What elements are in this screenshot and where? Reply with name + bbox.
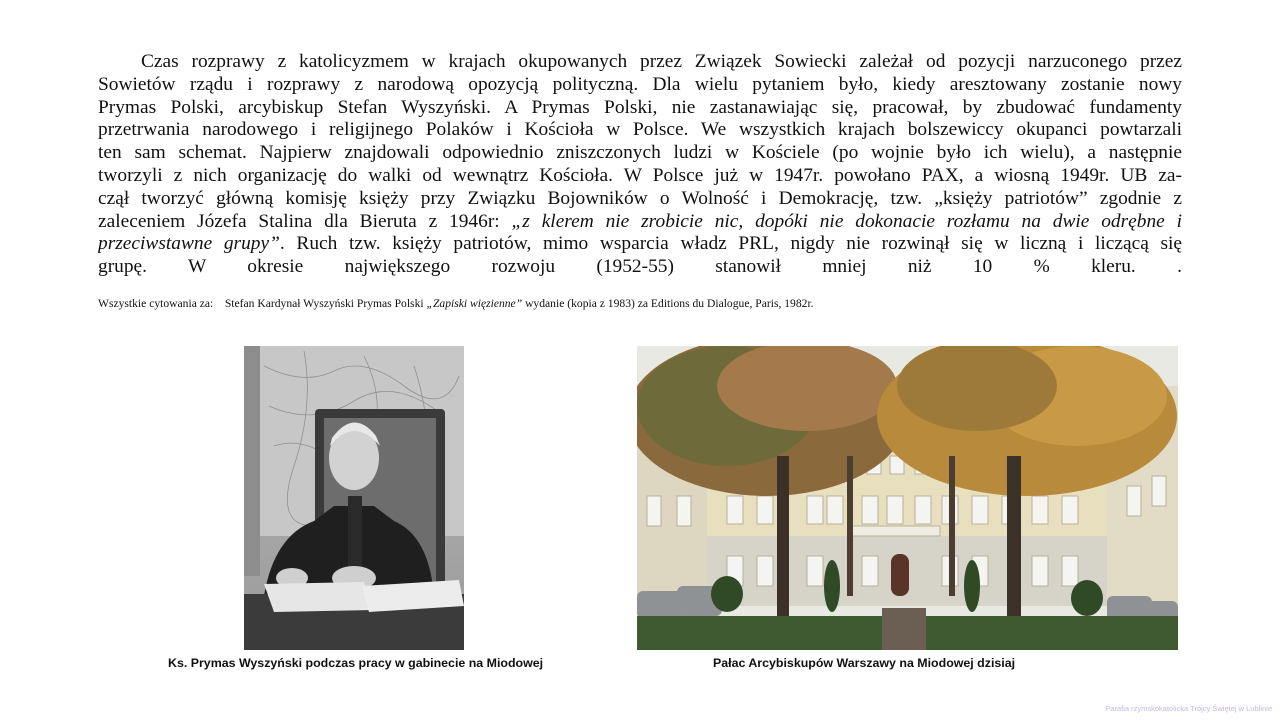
stalin-quote-end: przeciwstawne grupy” bbox=[98, 233, 280, 255]
paragraph-line: czął tworzyć główną komisję księży przy Związku Bojowników o Wolność i Demokrację, tzw. „księży patriotów” zgodnie z bbox=[98, 187, 1182, 209]
line-text: grupę. W okresie największego rozwoju (1952-55) stanowił mniej niż 10 % kleru. bbox=[98, 256, 1136, 278]
primate-portrait-photo bbox=[244, 346, 464, 650]
archbishops-palace-photo bbox=[637, 346, 1178, 650]
citation-author: Stefan Kardynał Wyszyński Prymas Polski bbox=[224, 297, 424, 310]
main-paragraph bbox=[98, 51, 1182, 279]
photo-caption: Ks. Prymas Wyszyński podczas pracy w gabinecie na Miodowej bbox=[168, 656, 544, 670]
paragraph-line: Czas rozprawy z katolicyzmem w krajach okupowanych przez Związek Sowiecki zależał od pozycji narzuconego przez bbox=[141, 51, 1182, 72]
paragraph-line bbox=[98, 233, 1182, 256]
line-text: . Ruch tzw. księży patriotów, mimo wsparcia władz PRL, nigdy nie rozwinął się w liczną i liczącą się bbox=[279, 233, 1182, 255]
photo-caption: Pałac Arcybiskupów Warszawy na Miodowej dzisiaj bbox=[713, 656, 1016, 670]
paragraph-line: ten sam schemat. Najpierw znajdowali odpowiednio zniszczonych ludzi w Kościele (po wojnie było ich wielu), a następnie bbox=[98, 142, 1182, 164]
footer-watermark: Parafia rzymskokatolicka Trójcy Świętej w Lublinie bbox=[1105, 704, 1272, 713]
line-text: zaleceniem Józefa Stalina dla Bieruta z 1946r: bbox=[98, 210, 512, 232]
citation bbox=[98, 297, 814, 310]
citation-title: „Zapiski więzienne” bbox=[426, 297, 523, 310]
paragraph-line bbox=[98, 256, 1182, 279]
paragraph-line: Sowietów rządu i rozprawy z narodową opozycją polityczną. Dla wielu pytaniem było, kiedy aresztowany zostanie nowy bbox=[98, 73, 1182, 95]
stalin-quote: „z klerem nie zrobicie nic, dopóki nie dokonacie rozłamu na dwie odrębne i bbox=[511, 210, 1182, 232]
citation-label: Wszystkie cytowania za: bbox=[98, 297, 214, 310]
paragraph-line: tworzyli z nich organizację do walki od wewnątrz Kościoła. W Polsce już w 1947r. powołano PAX, a wiosną 1949r. UB za- bbox=[98, 164, 1182, 186]
paragraph-line: Prymas Polski, arcybiskup Stefan Wyszyński. A Prymas Polski, nie zastanawiając się, pracował, by zbudować fundamenty bbox=[98, 96, 1182, 118]
citation-rest: wydanie (kopia z 1983) za Editions du Dialogue, Paris, 1982r. bbox=[525, 297, 814, 310]
trailing-dot: . bbox=[1177, 256, 1182, 278]
paragraph-line: przetrwania narodowego i religijnego Polaków i Kościoła w Polsce. We wszystkich krajach bolszewiccy okupanci powtarzali bbox=[98, 119, 1182, 141]
paragraph-line bbox=[98, 211, 1182, 234]
